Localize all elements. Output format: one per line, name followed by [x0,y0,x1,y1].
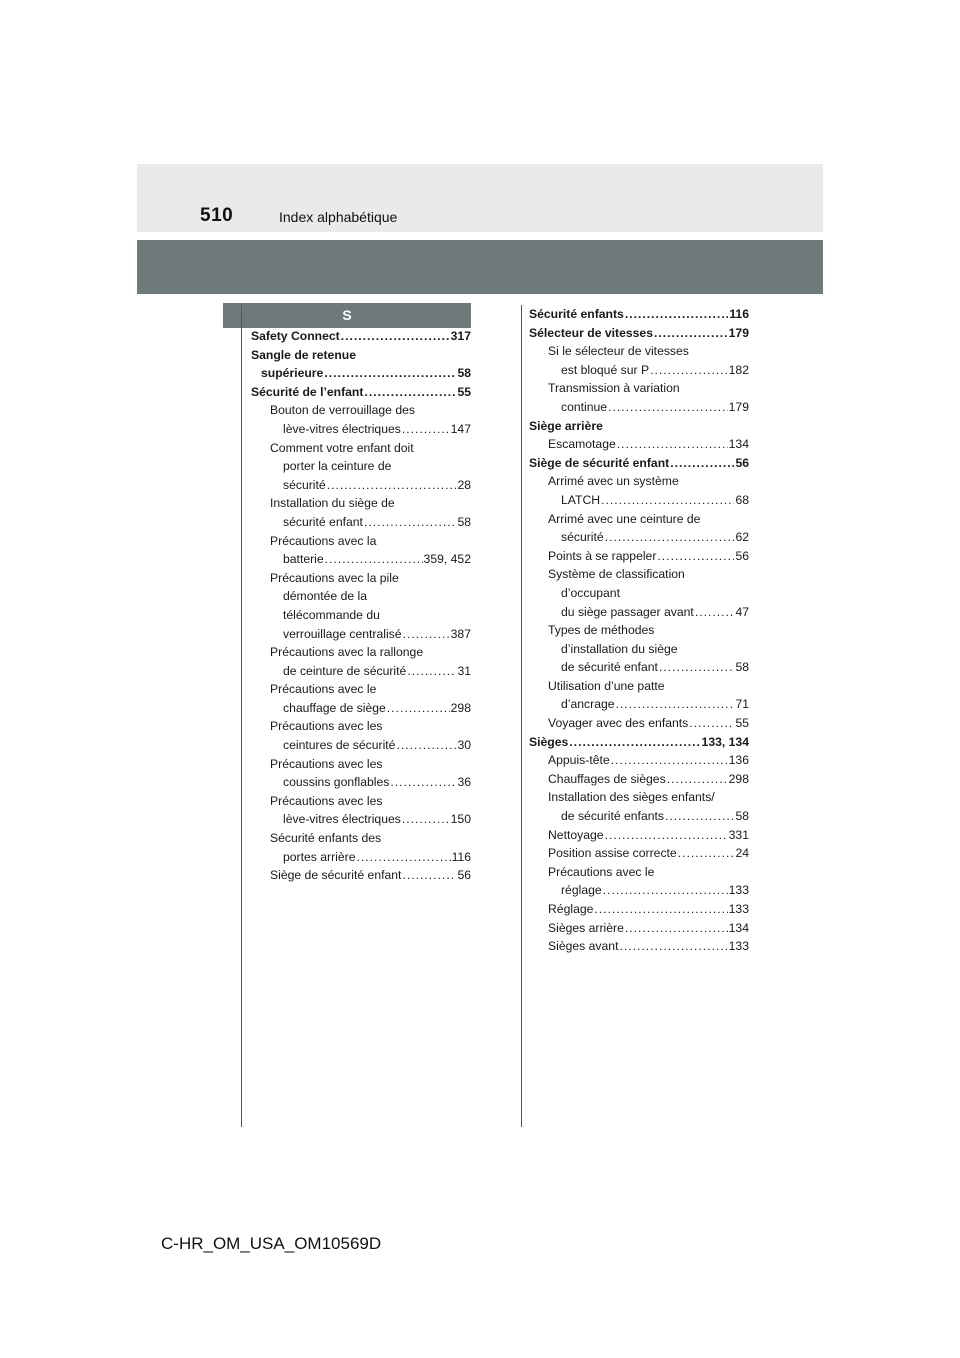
index-entry-text: Siège de sécurité enfant [270,868,402,883]
index-entry [529,939,749,958]
index-entry [529,530,749,549]
index-entry [251,441,471,460]
index-entry-page[interactable]: 298 [450,700,471,715]
index-entry [529,642,749,661]
index-entry-text: chauffage de siège [283,700,386,715]
index-entry-text: Précautions avec les [270,719,383,734]
index-entry-page[interactable]: 56 [457,868,471,883]
dot-leader [695,605,735,619]
index-entry [529,902,749,921]
index-entry [251,868,471,887]
index-entry [251,459,471,478]
index-entry [251,719,471,738]
index-entry-text: Précautions avec les [270,756,383,771]
header-gray-bar [137,240,823,294]
index-entry [529,790,749,809]
index-column-right [529,307,749,958]
dot-leader [605,530,735,544]
index-entry-page[interactable]: 28 [457,477,471,492]
index-entry-page[interactable]: 147 [450,421,471,436]
index-entry [529,381,749,400]
index-entry-text: Précautions avec le [548,864,655,879]
index-entry-page[interactable]: 359, 452 [423,552,471,567]
index-entry [529,419,749,438]
dot-leader [403,627,450,641]
dot-leader [407,664,456,678]
index-entry-text: portes arrière [283,849,356,864]
index-entry-text: Voyager avec des enfants [548,716,689,731]
index-entry-page[interactable]: 179 [728,325,749,340]
index-entry [251,348,471,367]
index-entry [529,679,749,698]
index-entry [529,735,749,754]
dot-leader [667,772,728,786]
index-entry [529,400,749,419]
index-entry-page[interactable]: 68 [735,492,749,507]
index-entry [529,605,749,624]
index-entry-text: Précautions avec la [270,533,377,548]
dot-leader [364,385,456,399]
index-entry-text: lève-vitres électriques [283,421,401,436]
dot-leader [387,701,450,715]
index-entry-text: Utilisation d’une patte [548,678,665,693]
index-entry [251,478,471,497]
index-entry [529,493,749,512]
index-entry-text: Sièges [529,734,569,749]
dot-leader [402,812,450,826]
index-entry [529,921,749,940]
index-entry [251,385,471,404]
index-entry-text: Précautions avec la rallonge [270,645,424,660]
section-letter-tab: S [223,303,471,328]
index-entry-text: Sièges avant [548,939,619,954]
index-entry-text: Sélecteur de vitesses [529,325,653,340]
index-entry [251,552,471,571]
dot-leader [657,549,734,563]
index-entry-text: Nettoyage [548,827,604,842]
index-entry-page[interactable]: 71 [735,697,749,712]
index-entry [529,660,749,679]
index-entry-page[interactable]: 331 [728,827,749,842]
dot-leader [625,307,729,321]
index-entry-text: Sécurité enfants [529,307,624,321]
index-entry-text: Appuis-tête [548,753,610,768]
index-entry [251,534,471,553]
index-entry [251,608,471,627]
dot-leader [619,939,727,953]
index-entry-page[interactable]: 134 [728,920,749,935]
index-entry-page[interactable]: 47 [735,604,749,619]
index-entry [251,794,471,813]
index-entry-page[interactable]: 116 [729,307,749,321]
index-column-left [251,329,471,887]
dot-leader [678,846,735,860]
index-entry-page[interactable]: 58 [457,366,471,381]
index-entry-text: Types de méthodes [548,623,655,638]
index-entry-text: Installation du siège de [270,496,395,511]
dot-leader [654,326,728,340]
index-entry-text: Siège arrière [529,418,603,433]
index-entry [251,812,471,831]
dot-leader [396,738,456,752]
dot-leader [689,716,734,730]
index-entry-text: sécurité [283,477,326,492]
index-entry [529,828,749,847]
page-number: 510 [200,205,234,226]
index-entry-text: Sièges arrière [548,920,624,935]
index-entry-page[interactable]: 58 [735,809,749,824]
index-entry-page[interactable]: 31 [457,663,471,678]
index-entry-text: coussins gonflables [283,775,390,790]
index-entry [251,664,471,683]
index-entry-page[interactable]: 55 [457,384,471,399]
index-entry [529,883,749,902]
index-entry [529,456,749,475]
dot-leader [605,828,728,842]
index-entry-text: Bouton de verrouillage des [270,403,415,418]
index-entry [251,329,471,348]
index-entry [251,757,471,776]
dot-leader [364,515,456,529]
index-entry-text: Sangle de retenue [251,347,356,362]
index-entry-page[interactable]: 133 [728,902,749,916]
dot-leader [569,735,700,749]
index-entry [529,549,749,568]
index-entry-page[interactable]: 58 [457,514,471,529]
index-entry-text: Arrimé avec une ceinture de [548,511,701,526]
index-entry-text: Précautions avec le [270,682,377,697]
index-entry-text: de sécurité enfant [561,660,658,675]
index-entry-text: Si le sélecteur de vitesses [548,344,689,359]
index-entry-text: Chauffages de sièges [548,771,666,786]
dot-leader [594,902,727,916]
index-entry-text: sécurité [561,530,604,545]
index-entry-text: Sécurité de l’enfant [251,384,364,399]
index-entry [529,716,749,735]
index-entry-text: démontée de la [283,589,368,604]
dot-leader [665,809,734,823]
index-entry-text: Escamotage [548,437,616,452]
index-entry-text: télécommande du [283,607,380,622]
index-entry-text: d’occupant [561,585,620,600]
index-entry [529,567,749,586]
index-entry [251,515,471,534]
index-entry-text: lève-vitres électriques [283,812,401,827]
dot-leader [325,552,423,566]
dot-leader [603,883,728,897]
index-entry [529,846,749,865]
index-entry-text: de ceinture de sécurité [283,663,407,678]
index-entry-text: Réglage [548,902,594,916]
index-entry [529,307,749,326]
column-divider-middle [521,305,522,1127]
index-entry-text: Installation des sièges enfants/ [548,790,715,805]
index-entry-text: Précautions avec les [270,793,383,808]
index-entry-page[interactable]: 134 [728,437,749,452]
index-entry-page[interactable]: 182 [728,362,749,377]
index-entry-page[interactable]: 179 [728,399,749,414]
index-entry [529,586,749,605]
index-entry [251,422,471,441]
index-entry-text: réglage [561,883,602,898]
index-entry-text: Arrimé avec un système [548,474,679,489]
index-entry-text: Siège de sécurité enfant [529,455,670,470]
index-entry-page[interactable]: 133 [728,883,749,898]
index-entry [251,738,471,757]
index-entry [529,326,749,345]
index-entry [529,865,749,884]
index-entry-page[interactable]: 56 [735,548,749,563]
index-entry-text: Système de classification [548,567,685,582]
dot-leader [327,478,457,492]
index-entry-page[interactable]: 298 [728,771,749,786]
index-entry-page[interactable]: 116 [451,849,471,864]
index-entry-text: d’ancrage [561,697,615,712]
index-entry [529,809,749,828]
index-entry-page[interactable]: 136 [728,753,749,768]
page-title: Index alphabétique [279,209,398,225]
index-entry-text: Transmission à variation [548,381,680,396]
index-entry-text: Points à se rappeler [548,548,657,563]
index-entry [529,437,749,456]
index-entry-text: d’installation du siège [561,641,678,656]
dot-leader [616,697,735,711]
index-entry-page[interactable]: 62 [735,530,749,545]
index-entry-text: est bloqué sur P [561,362,650,377]
index-entry [529,753,749,772]
index-entry-text: ceintures de sécurité [283,738,396,753]
index-entry [529,623,749,642]
index-entry [251,589,471,608]
dot-leader [390,775,456,789]
dot-leader [608,400,728,414]
dot-leader [341,329,450,343]
index-entry-text: Précautions avec la pile [270,570,399,585]
dot-leader [659,660,735,674]
index-entry [529,772,749,791]
dot-leader [402,422,450,436]
index-entry [529,512,749,531]
index-entry-page[interactable]: 36 [457,775,471,790]
index-entry-text: batterie [283,552,324,567]
index-entry [251,701,471,720]
index-entry [251,366,471,385]
index-entry-page[interactable]: 58 [735,660,749,675]
index-entry [251,571,471,590]
index-entry-text: Sécurité enfants des [270,831,382,846]
index-entry-page[interactable]: 150 [450,812,471,827]
index-entry-text: continue [561,399,608,414]
index-entry-text: verrouillage centralisé [283,626,402,641]
index-entry-text: supérieure [261,366,324,381]
index-entry-page[interactable]: 317 [450,329,471,343]
index-entry-page[interactable]: 30 [457,738,471,753]
index-entry-text: de sécurité enfants [561,809,664,824]
index-entry-text: sécurité enfant [283,514,363,529]
index-entry-text: Position assise correcte [548,846,677,861]
index-entry [251,627,471,646]
dot-leader [601,493,734,507]
column-divider-left [241,305,242,1127]
index-entry [251,850,471,869]
index-entry-text: du siège passager avant [561,604,694,619]
index-entry [529,697,749,716]
index-entry-page[interactable]: 55 [735,716,749,731]
index-entry-page[interactable]: 56 [735,455,749,470]
index-entry [251,496,471,515]
dot-leader [356,850,450,864]
header-band [137,164,823,232]
index-entry-text: LATCH [561,492,601,507]
index-entry-page[interactable]: 24 [735,846,749,861]
index-entry-page[interactable]: 133 [728,939,749,954]
index-entry-text: porter la ceinture de [283,459,392,474]
index-entry [529,344,749,363]
index-entry-text: Comment votre enfant doit [270,440,414,455]
dot-leader [617,437,728,451]
dot-leader [670,456,734,470]
index-entry [251,831,471,850]
index-entry-page[interactable]: 387 [450,626,471,641]
index-entry [251,645,471,664]
index-entry [529,474,749,493]
index-entry [251,682,471,701]
index-entry [251,403,471,422]
dot-leader [611,753,728,767]
dot-leader [402,868,456,882]
index-entry-page[interactable]: 133, 134 [701,734,749,749]
document-code: C-HR_OM_USA_OM10569D [161,1234,382,1253]
index-entry [251,775,471,794]
dot-leader [324,366,456,380]
index-entry-text: Safety Connect [251,329,340,343]
dot-leader [625,921,728,935]
index-entry [529,363,749,382]
dot-leader [650,363,728,377]
